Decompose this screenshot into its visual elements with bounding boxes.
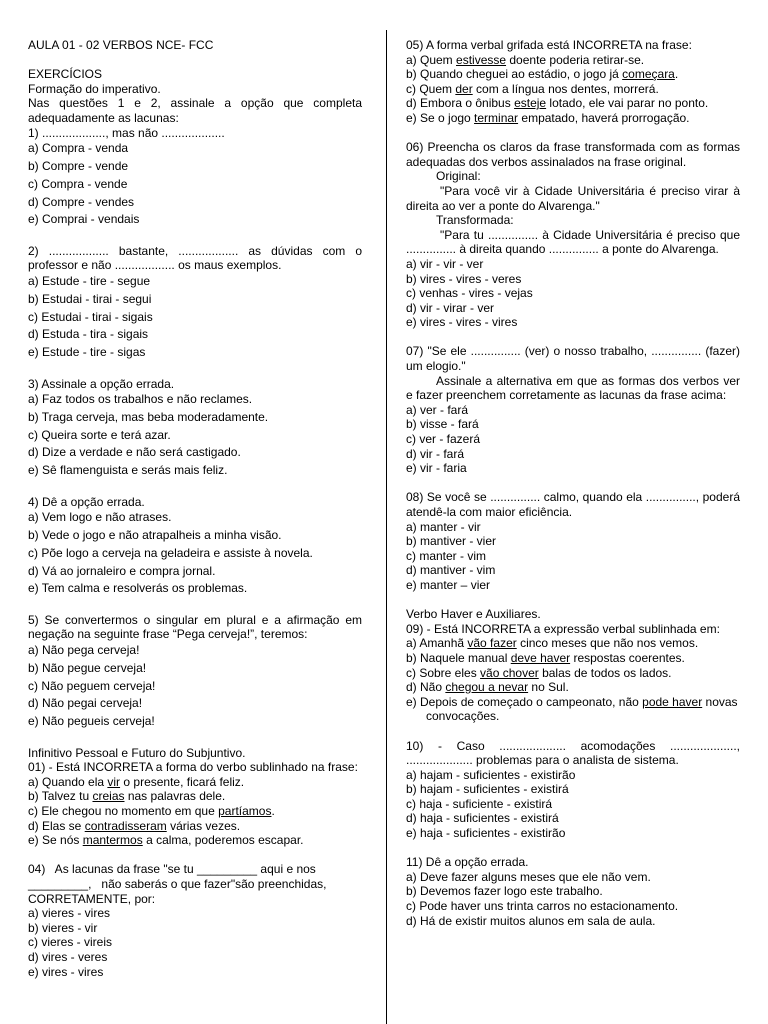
option-d: d) vir - virar - ver [406, 300, 494, 315]
question-06 [406, 140, 740, 330]
transformed-text: "Para tu ............... à Cidade Universitária é preciso que ............... à direita quando ............... a ponte do Alvarenga. [406, 227, 740, 257]
question-01 [28, 760, 362, 848]
option-e: e) vir - faria [406, 461, 467, 476]
option-c: c) Põe logo a cerveja na geladeira e assiste à novela. [28, 545, 313, 560]
option-c: c) Ele chegou no momento em que partíamos. [28, 803, 275, 818]
section-title-infinitivo: Infinitivo Pessoal e Futuro do Subjuntivo. [28, 745, 246, 760]
option-a: a) Deve fazer alguns meses que ele não vem. [406, 869, 651, 884]
question-stem-line-2: _________, não saberás o que fazer"são preenchidas, [28, 876, 327, 891]
option-e: e) vires - vires - vires [406, 315, 518, 330]
underlined-verb: deve haver [510, 650, 571, 665]
left-column [28, 38, 362, 979]
underlined-verb: vão chover [480, 665, 539, 680]
option-c: c) vieres - vireis [28, 935, 113, 950]
question-stem: 08) Se você se ............... calmo, quando ela ..............., poderá atendê-la com maior eficiência. [406, 490, 740, 519]
option-b: b) mantiver - vier [406, 534, 497, 549]
option-d: d) mantiver - vim [406, 563, 496, 578]
underlined-verb: começara [622, 67, 675, 82]
option-b: b) Compre - vende [28, 158, 129, 173]
option-b: b) Vede o jogo e não atrapalheis a minha visão. [28, 528, 282, 543]
question-4 [28, 495, 362, 599]
option-e: e) Se o jogo terminar empatado, haverá prorrogação. [406, 110, 690, 125]
option-c: c) venhas - vires - vejas [406, 286, 533, 301]
option-d: d) Não chegou a nevar no Sul. [406, 680, 569, 695]
option-a: a) manter - vir [406, 519, 481, 534]
option-d: d) Há de existir muitos alunos em sala de aula. [406, 913, 656, 928]
option-c: c) Sobre eles vão chover balas de todos os lados. [406, 665, 672, 680]
underlined-verb: mantermos [82, 833, 143, 848]
question-stem: 07) "Se ele ............... (ver) o nosso trabalho, ............... (fazer) um elogio." [406, 344, 740, 374]
section-title-haver: Verbo Haver e Auxiliares. [406, 607, 541, 622]
original-label: Original: [436, 169, 481, 184]
option-e: e) Comprai - vendais [28, 212, 140, 227]
option-b: b) Talvez tu creias nas palavras dele. [28, 789, 226, 804]
option-a: a) ver - fará [406, 402, 469, 417]
option-c: c) Quem der com a língua nos dentes, morrerá. [406, 81, 659, 96]
question-stem-line-3: CORRETAMENTE, por: [28, 891, 156, 906]
option-b: b) hajam - suficientes - existirá [406, 782, 569, 797]
option-c: c) Estudai - tirai - sigais [28, 309, 153, 324]
option-e: e) Não pegueis cerveja! [28, 714, 155, 729]
option-c: c) Pode haver uns trinta carros no estacionamento. [406, 899, 679, 914]
question-07 [406, 344, 740, 475]
option-b: b) Naquele manual deve haver respostas coerentes. [406, 650, 685, 665]
option-a: a) Quando ela vir o presente, ficará feliz. [28, 774, 245, 789]
exercises-title: EXERCÍCIOS [28, 67, 103, 82]
question-stem: 3) Assinale a opção errada. [28, 376, 175, 391]
option-a: a) Amanhã vão fazer cinco meses que não nos vemos. [406, 636, 699, 651]
right-column [406, 38, 740, 928]
option-c: c) Queira sorte e terá azar. [28, 427, 171, 442]
underlined-verb: chegou a nevar [445, 680, 529, 695]
underlined-verb: estivesse [456, 52, 507, 67]
question-11 [406, 855, 740, 928]
underlined-verb: vão fazer [467, 636, 517, 651]
underlined-verb: der [455, 81, 473, 96]
question-3 [28, 377, 362, 481]
transformed-label: Transformada: [436, 213, 514, 228]
option-a: a) Compra - venda [28, 141, 129, 156]
option-c: c) Compra - vende [28, 176, 128, 191]
option-d: d) vires - veres [28, 949, 108, 964]
option-e: e) Tem calma e resolverás os problemas. [28, 581, 248, 596]
option-a: a) Estude - tire - segue [28, 273, 151, 288]
question-stem-line-1: 04) As lacunas da frase "se tu _________ aqui e nos [28, 862, 316, 877]
question-instruction: Assinale a alternativa em que as formas dos verbos ver e fazer preenchem corretamente as lacunas da frase acima: [406, 373, 740, 403]
question-stem: 1) ..................., mas não ................... [28, 125, 225, 140]
option-d: d) Compre - vendes [28, 194, 135, 209]
option-b: b) Devemos fazer logo este trabalho. [406, 884, 603, 899]
option-d: d) Não pegai cerveja! [28, 696, 143, 711]
question-2 [28, 244, 362, 362]
option-c: c) haja - suficiente - existirá [406, 796, 553, 811]
question-stem: 01) - Está INCORRETA a forma do verbo sublinhado na frase: [28, 760, 358, 775]
option-a: a) Não pega cerveja! [28, 643, 140, 658]
underlined-verb: contradisseram [84, 818, 167, 833]
underlined-verb: creias [92, 789, 125, 804]
option-a: a) Vem logo e não atrases. [28, 510, 172, 525]
option-b: b) Quando cheguei ao estádio, o jogo já começara. [406, 67, 679, 82]
question-08 [406, 490, 740, 592]
option-c: c) ver - fazerá [406, 432, 481, 447]
option-a: a) Faz todos os trabalhos e não reclames. [28, 392, 253, 407]
question-stem: 09) - Está INCORRETA a expressão verbal sublinhada em: [406, 621, 720, 636]
option-a: a) Quem estivesse doente poderia retirar-se. [406, 52, 645, 67]
option-c: c) Não peguem cerveja! [28, 678, 156, 693]
underlined-verb: esteje [514, 96, 547, 111]
option-d: d) Embora o ônibus esteje lotado, ele vai parar no ponto. [406, 96, 709, 111]
question-1 [28, 126, 362, 230]
option-b: b) visse - fará [406, 417, 479, 432]
option-d: d) Estuda - tira - sigais [28, 327, 149, 342]
question-10 [406, 739, 740, 841]
option-b: b) Não pegue cerveja! [28, 660, 147, 675]
question-stem: 10) - Caso .................... acomodações ...................., .................... problemas para o analista de sistema. [406, 738, 740, 768]
question-stem: 05) A forma verbal grifada está INCORRETA na frase: [406, 38, 692, 52]
question-stem: 5) Se convertermos o singular em plural e a afirmação em negação na seguinte frase “Pega cerveja!”, teremos: [28, 612, 362, 642]
option-a: a) vieres - vires [28, 906, 111, 921]
document-header: AULA 01 - 02 VERBOS NCE- FCC [28, 38, 214, 52]
question-stem: 06) Preencha os claros da frase transformada com as formas adequadas dos verbos assinalados na frase original. [406, 140, 740, 169]
option-a: a) hajam - suficientes - existirão [406, 767, 576, 782]
underlined-verb: pode haver [642, 694, 703, 709]
question-stem: 11) Dê a opção errada. [406, 855, 529, 870]
question-stem: 4) Dê a opção errada. [28, 494, 145, 509]
option-d: d) haja - suficientes - existirá [406, 811, 559, 826]
option-b: b) Traga cerveja, mas beba moderadamente. [28, 409, 269, 424]
question-05 [406, 38, 740, 126]
question-09 [406, 622, 740, 724]
column-divider [386, 30, 387, 1024]
question-04b [28, 862, 362, 979]
option-e: e) manter – vier [406, 577, 491, 592]
option-e: e) Depois de começado o campeonato, não pode haver novas convocações. [406, 694, 738, 724]
option-d: d) Vá ao jornaleiro e compra jornal. [28, 563, 216, 578]
underlined-verb: vir [107, 774, 121, 789]
option-e: e) Se nós mantermos a calma, poderemos escapar. [28, 833, 304, 848]
option-b: b) Estudai - tirai - segui [28, 291, 152, 306]
underlined-verb: partíamos [218, 803, 272, 818]
option-e: e) Sê flamenguista e serás mais feliz. [28, 463, 228, 478]
option-d: d) Elas se contradisseram várias vezes. [28, 818, 241, 833]
option-e: e) vires - vires [28, 964, 104, 979]
section-subtitle: Formação do imperativo. [28, 81, 161, 96]
option-e: e) haja - suficientes - existirão [406, 826, 566, 841]
question-5 [28, 613, 362, 731]
instructions: Nas questões 1 e 2, assinale a opção que completa adequadamente as lacunas: [28, 96, 362, 125]
option-b: b) vires - vires - veres [406, 271, 522, 286]
option-d: d) Dize a verdade e não será castigado. [28, 445, 241, 460]
original-text: "Para você vir à Cidade Universitária é preciso virar à direita ao ver a ponte do Alvarenga." [406, 183, 740, 213]
underlined-verb: terminar [474, 110, 519, 125]
option-b: b) vieres - vir [28, 920, 98, 935]
option-e: e) Estude - tire - sigas [28, 345, 146, 360]
option-a: a) vir - vir - ver [406, 256, 484, 271]
question-stem: 2) .................. bastante, .................. as dúvidas com o professor e não .................. os maus exemplos. [28, 243, 362, 273]
option-d: d) vir - fará [406, 446, 465, 461]
option-c: c) manter - vim [406, 548, 487, 563]
